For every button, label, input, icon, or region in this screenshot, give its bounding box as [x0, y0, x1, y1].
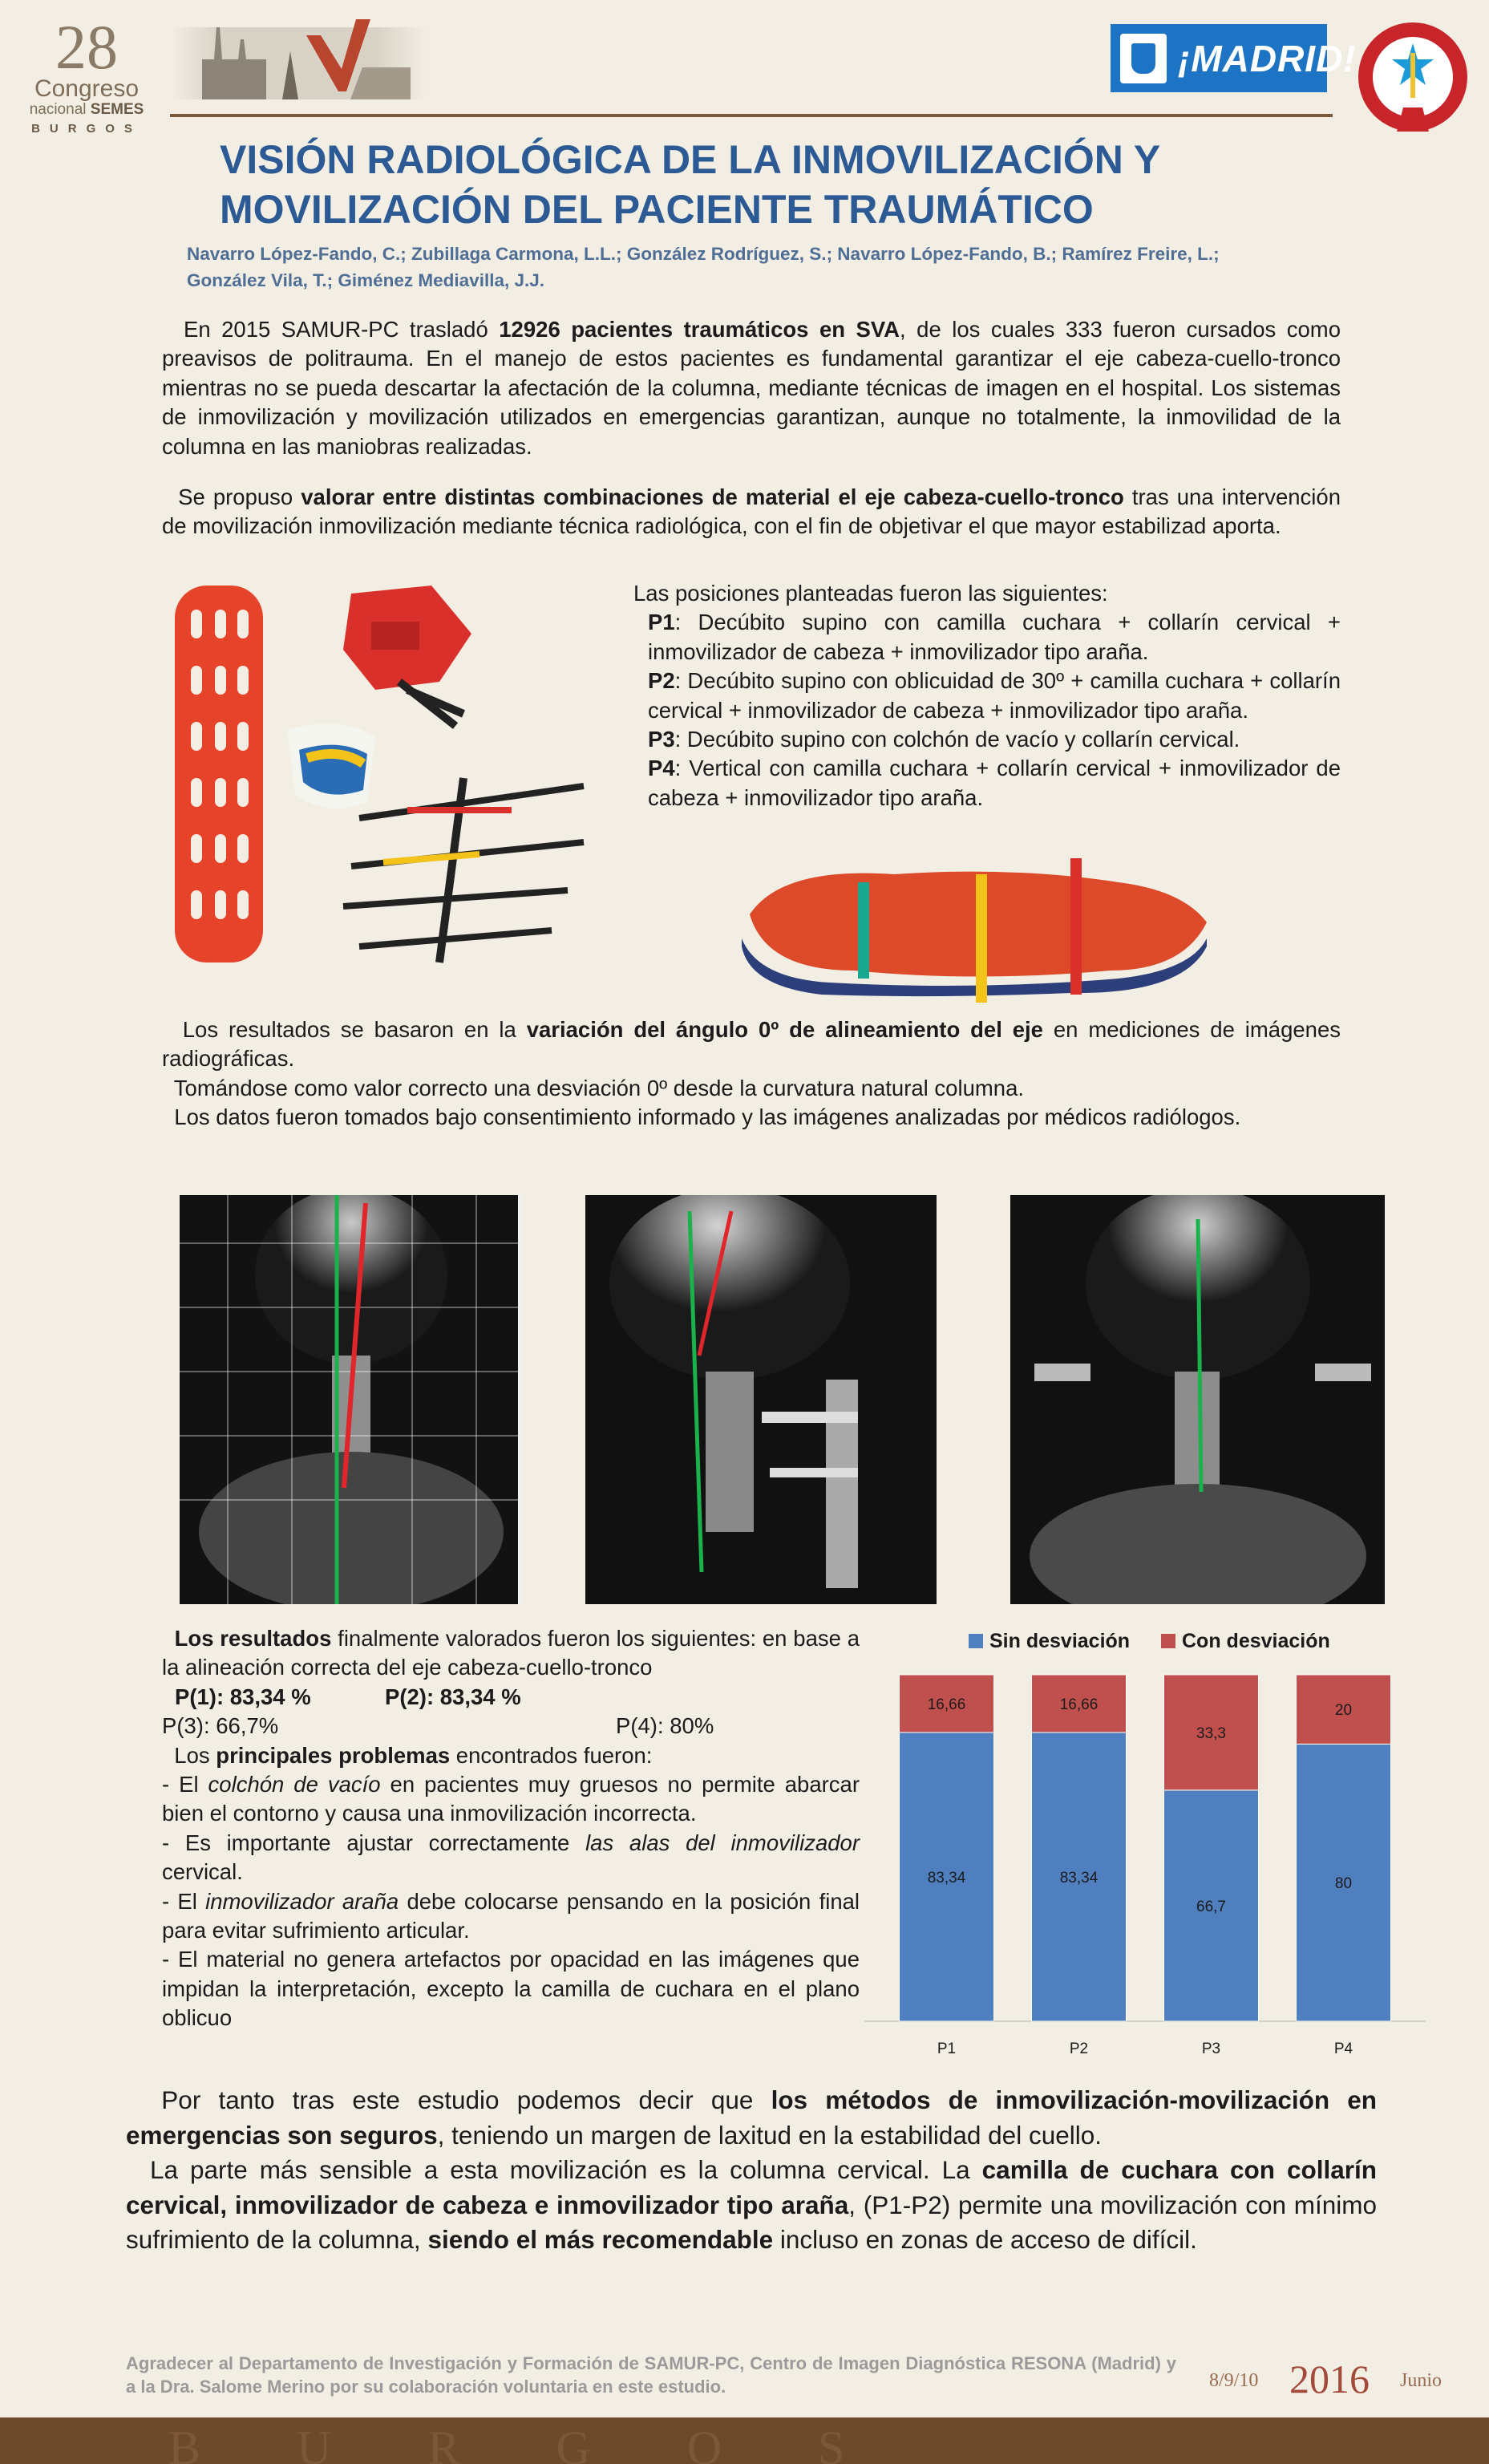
- conclusion-paragraph: [126, 2083, 1377, 2258]
- footer-bar: [0, 2417, 1489, 2464]
- data-label-P4-2: 20: [1334, 1702, 1353, 1720]
- authors: [187, 241, 1349, 294]
- problem-item-2: - Es importante ajustar correctamente las alas del inmovilizador cervical.: [162, 1830, 860, 1885]
- congress-subtitle: nacional SEMES: [29, 101, 144, 118]
- positions-list: [633, 579, 1341, 813]
- data-label-P2-2: 16,66: [1059, 1696, 1099, 1713]
- congress-number: 28: [55, 12, 118, 82]
- result-p1: P(1): 83,34 %: [175, 1684, 311, 1709]
- legend-swatch-2: [1161, 1634, 1175, 1648]
- congress-month: Junio: [1400, 2370, 1442, 2391]
- footer-watermark: BURGOS: [168, 2421, 941, 2464]
- intro-paragraph-2: Se propuso valorar entre distintas combinaciones de material el eje cabeza-cuello-tronco tras una intervención de movilización inmovilización mediante técnica radiológica, con el fin de objetivar el que mayor estabilizad aporta.: [162, 484, 1341, 539]
- header-rule: [170, 114, 1333, 117]
- results-intro: Los resultados finalmente valorados fueron los siguientes: en base a la alineación correcta del eje cabeza-cuello-tronco: [162, 1626, 860, 1680]
- samur-logo: [1355, 11, 1471, 148]
- results-p3-p4: [162, 1712, 860, 1741]
- xray-image-3: [1010, 1195, 1385, 1604]
- xray-image-2: [585, 1195, 937, 1604]
- result-p2: P(2): 83,34 %: [385, 1684, 521, 1709]
- authors-line-1: Navarro López-Fando, C.; Zubillaga Carmona, L.L.; González Rodríguez, S.; Navarro López-Fando, B.; Ramírez Freire, L.;: [187, 244, 1220, 264]
- data-label-P3-2: 33,3: [1196, 1724, 1226, 1742]
- method-line-2: Tomándose como valor correcto una desviación 0º desde la curvatura natural columna.: [173, 1075, 1024, 1100]
- legend-label-2: Con desviación: [1182, 1630, 1330, 1652]
- conclusion-line-2: La parte más sensible a esta movilización es la columna cervical. La camilla de cuchara con collarín cervical, inmovilizador de cabeza e inmovilizador tipo araña, (P1-P2) permite una movilización con mínimo sufrimiento de la columna, siendo el más recomendable incluso en zonas de acceso de difícil.: [126, 2155, 1377, 2254]
- result-p4: P(4): 80%: [616, 1713, 714, 1739]
- data-label-P1-2: 16,66: [927, 1696, 966, 1713]
- congress-year: 2016: [1289, 2357, 1370, 2401]
- congress-days: 8/9/10: [1209, 2370, 1259, 2391]
- title-line-1: VISIÓN RADIOLÓGICA DE LA INMOVILIZACIÓN Y: [220, 137, 1161, 182]
- problem-item-3: - El inmovilizador araña debe colocarse pensando en la posición final para evitar sufrimiento articular.: [162, 1888, 860, 1943]
- madrid-logo-text: ¡MADRID!: [1178, 38, 1357, 79]
- stacked-bar-chart: [864, 1620, 1426, 2069]
- intro-paragraph-1: En 2015 SAMUR-PC trasladó 12926 pacientes traumáticos en SVA, de los cuales 333 fueron cursados como preavisos de politrauma. En el manejo de estos pacientes es fundamental garantizar el eje cabeza-cuello-tronco mientras no se pueda descartar la afectación de la columna, mediante técnicas de imagen en el hospital. Los sistemas de inmovilización y movilización utilizados en emergencias garantizan, aunque no totalmente, la inmovilidad de la columna en las maniobras realizadas.: [162, 317, 1341, 459]
- authors-line-2: González Vila, T.; Giménez Mediavilla, J.J.: [187, 270, 544, 290]
- congress-word: Congreso: [34, 75, 140, 102]
- conclusion-line-1: Por tanto tras este estudio podemos decir que los métodos de inmovilización-movilización en emergencias son seguros, teniendo un margen de laxitud en la estabilidad del cuello.: [126, 2085, 1377, 2150]
- congress-city: BURGOS: [31, 122, 142, 136]
- x-tick-label-P3: P3: [1201, 2040, 1221, 2057]
- method-line-3: Los datos fueron tomados bajo consentimiento informado y las imágenes analizadas por médicos radiólogos.: [174, 1104, 1241, 1130]
- legend-label-1: Sin desviación: [989, 1630, 1131, 1652]
- title-line-2: MOVILIZACIÓN DEL PACIENTE TRAUMÁTICO: [220, 187, 1094, 232]
- data-label-P3-1: 66,7: [1196, 1898, 1226, 1915]
- result-p3: P(3): 66,7%: [162, 1713, 279, 1739]
- problems-heading: Los principales problemas encontrados fueron:: [174, 1742, 653, 1768]
- vacuum-mattress-image: [734, 850, 1215, 1003]
- congress-logo: [14, 12, 159, 138]
- cathedral-image: [170, 11, 427, 99]
- position-item-p4: P4: Vertical con camilla cuchara + collarín cervical + inmovilizador de cabeza + inmovilizador tipo araña.: [648, 756, 1341, 810]
- results-p1-p2: [162, 1683, 860, 1712]
- position-item-p1: P1: Decúbito supino con camilla cuchara + collarín cervical + inmovilizador de cabeza + inmovilizador tipo araña.: [648, 610, 1341, 664]
- x-tick-label-P1: P1: [937, 2040, 957, 2057]
- madrid-shield-icon: [1120, 34, 1167, 83]
- x-tick-label-P2: P2: [1069, 2040, 1089, 2057]
- positions-heading: Las posiciones planteadas fueron las siguientes:: [633, 581, 1108, 606]
- legend-swatch-1: [969, 1634, 983, 1648]
- problem-item-4: - El material no genera artefactos por opacidad en las imágenes que impidan la interpretación, excepto la camilla de cuchara en el plano oblicuo: [162, 1947, 860, 2031]
- method-paragraph: [162, 1015, 1341, 1133]
- data-label-P1-1: 83,34: [927, 1869, 966, 1886]
- results-paragraph: [162, 1624, 860, 2033]
- xray-image-1: [180, 1195, 523, 1604]
- position-item-p3: P3: Decúbito supino con colchón de vacío y collarín cervical.: [648, 727, 1240, 752]
- problem-item-1: - El colchón de vacío en pacientes muy gruesos no permite abarcar bien el contorno y causa una inmovilización incorrecta.: [162, 1772, 860, 1826]
- equipment-image: [167, 578, 600, 979]
- position-item-p2: P2: Decúbito supino con oblicuidad de 30º + camilla cuchara + collarín cervical + inmovilizador de cabeza + inmovilizador tipo araña.: [648, 668, 1341, 723]
- x-tick-label-P4: P4: [1333, 2040, 1353, 2057]
- acknowledgement: Agradecer al Departamento de Investigación y Formación de SAMUR-PC, Centro de Imagen Diagnóstica RESONA (Madrid) y a la Dra. Salome Merino por su colaboración voluntaria en este estudio.: [126, 2353, 1176, 2397]
- madrid-logo: [1111, 24, 1357, 92]
- data-label-P4-1: 80: [1334, 1875, 1353, 1893]
- data-label-P2-1: 83,34: [1059, 1869, 1099, 1886]
- poster-title: [220, 135, 1342, 234]
- method-line-1: Los resultados se basaron en la variación del ángulo 0º de alineamiento del eje en mediciones de imágenes radiográficas.: [162, 1017, 1341, 1072]
